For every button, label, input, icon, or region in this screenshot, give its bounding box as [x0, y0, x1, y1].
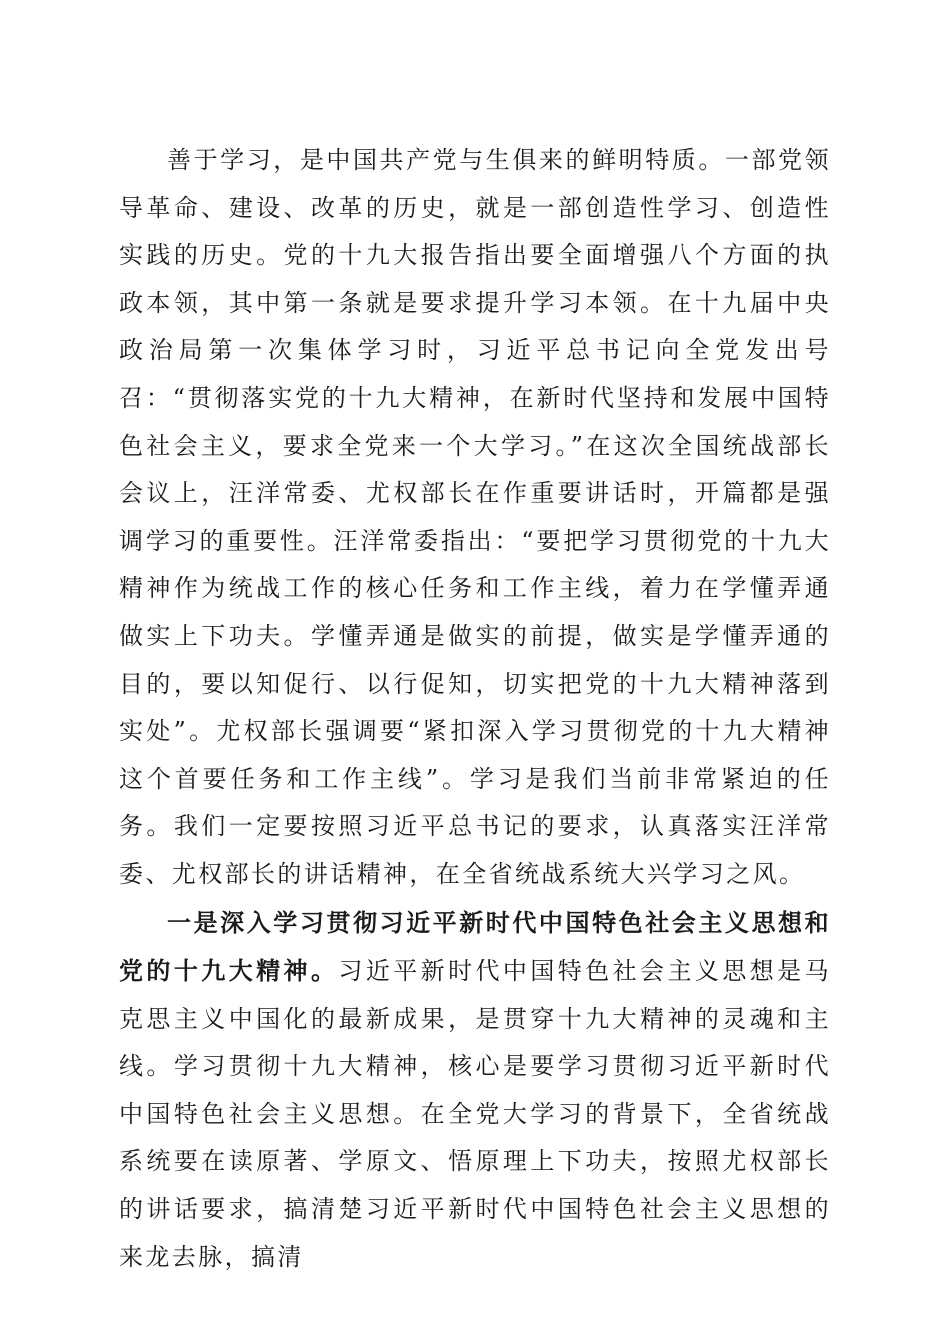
document-body [119, 137, 831, 1281]
paragraph-point-one-body: 习近平新时代中国特色社会主义思想是马克思主义中国化的最新成果，是贯穿十九大精神的灵魂和主线。学习贯彻十九大精神，核心是要学习贯彻习近平新时代中国特色社会主义思想。在全党大学习的背景下，全省统战系统要在读原著、学原文、悟原理上下功夫，按照尤权部长的讲话要求，搞清楚习近平新时代中国特色社会主义思想的来龙去脉，搞清 [119, 957, 831, 1271]
paragraph-point-one [119, 899, 831, 1282]
paragraph-point-one-heading: 一是深入学习贯彻习近平新时代中国特色社会主义思想和党的十九大精神。 [119, 907, 831, 986]
paragraph-intro: 善于学习，是中国共产党与生俱来的鲜明特质。一部党领导革命、建设、改革的历史，就是一部创造性学习、创造性实践的历史。党的十九大报告指出要全面增强八个方面的执政本领，其中第一条就是要求提升学习本领。在十九届中央政治局第一次集体学习时，习近平总书记向全党发出号召：“贯彻落实党的十九大精神，在新时代坚持和发展中国特色社会主义，要求全党来一个大学习。”在这次全国统战部长会议上，汪洋常委、尤权部长在作重要讲话时，开篇都是强调学习的重要性。汪洋常委指出：“要把学习贯彻党的十九大精神作为统战工作的核心任务和工作主线，着力在学懂弄通做实上下功夫。学懂弄通是做实的前提，做实是学懂弄通的目的，要以知促行、以行促知，切实把党的十九大精神落到实处”。尤权部长强调要“紧扣深入学习贯彻党的十九大精神这个首要任务和工作主线”。学习是我们当前非常紧迫的任务。我们一定要按照习近平总书记的要求，认真落实汪洋常委、尤权部长的讲话精神，在全省统战系统大兴学习之风。 [119, 146, 831, 888]
